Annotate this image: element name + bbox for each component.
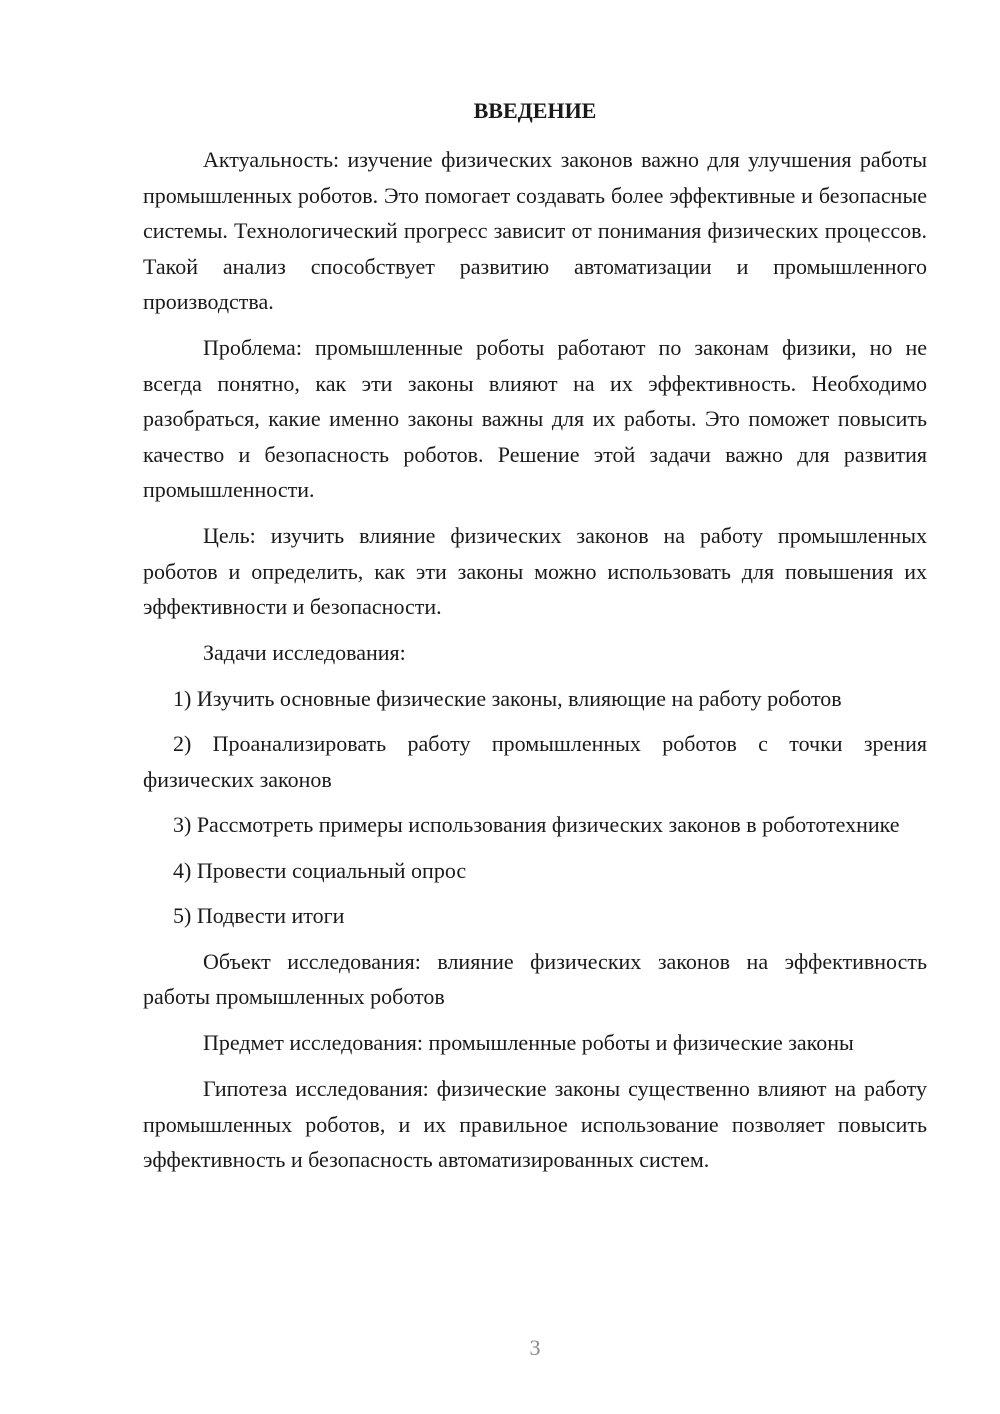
goal-paragraph: Цель: изучить влияние физических законов на работу промышленных роботов и определить, как эти законы можно использовать для повышения их эффективности и безопасности. — [143, 523, 927, 619]
object-paragraph: Объект исследования: влияние физических законов на эффективность работы промышленных роботов — [143, 948, 927, 1009]
page-number: 3 — [529, 1335, 541, 1360]
problem-paragraph: Проблема: промышленные роботы работают по законам физики, но не всегда понятно, как эти законы влияют на их эффективность. Необходимо разобраться, какие именно законы важны для их работы. Это поможет повысить качество и безопасность роботов. Решение этой задачи важно для развития промышленности. — [143, 335, 927, 502]
task-item-4: 4) Провести социальный опрос — [173, 857, 467, 883]
subject-paragraph: Предмет исследования: промышленные роботы и физические законы — [203, 1030, 854, 1055]
task-item-2: 2) Проанализировать работу промышленных роботов с точки зрения физических законов — [143, 731, 927, 792]
hypothesis-paragraph: Гипотеза исследования: физические законы существенно влияют на работу промышленных роботов, и их правильное использование позволяет повысить эффективность и безопасность автоматизированных систем. — [143, 1076, 927, 1172]
section-heading: ВВЕДЕНИЕ — [473, 98, 597, 123]
document-body — [143, 142, 927, 1188]
task-item-1: 1) Изучить основные физические законы, влияющие на работу роботов — [173, 685, 842, 711]
document-page — [143, 0, 927, 1414]
task-item-5: 5) Подвести итоги — [173, 903, 345, 928]
relevance-paragraph: Актуальность: изучение физических законов важно для улучшения работы промышленных роботов. Это помогает создавать более эффективные и безопасные системы. Технологический прогресс зависит от понимания физических процессов. Такой анализ способствует развитию автоматизации и промышленного производства. — [143, 147, 927, 314]
task-item-3: 3) Рассмотреть примеры использования физических законов в робототехнике — [173, 812, 900, 837]
tasks-label: Задачи исследования: — [203, 640, 406, 665]
